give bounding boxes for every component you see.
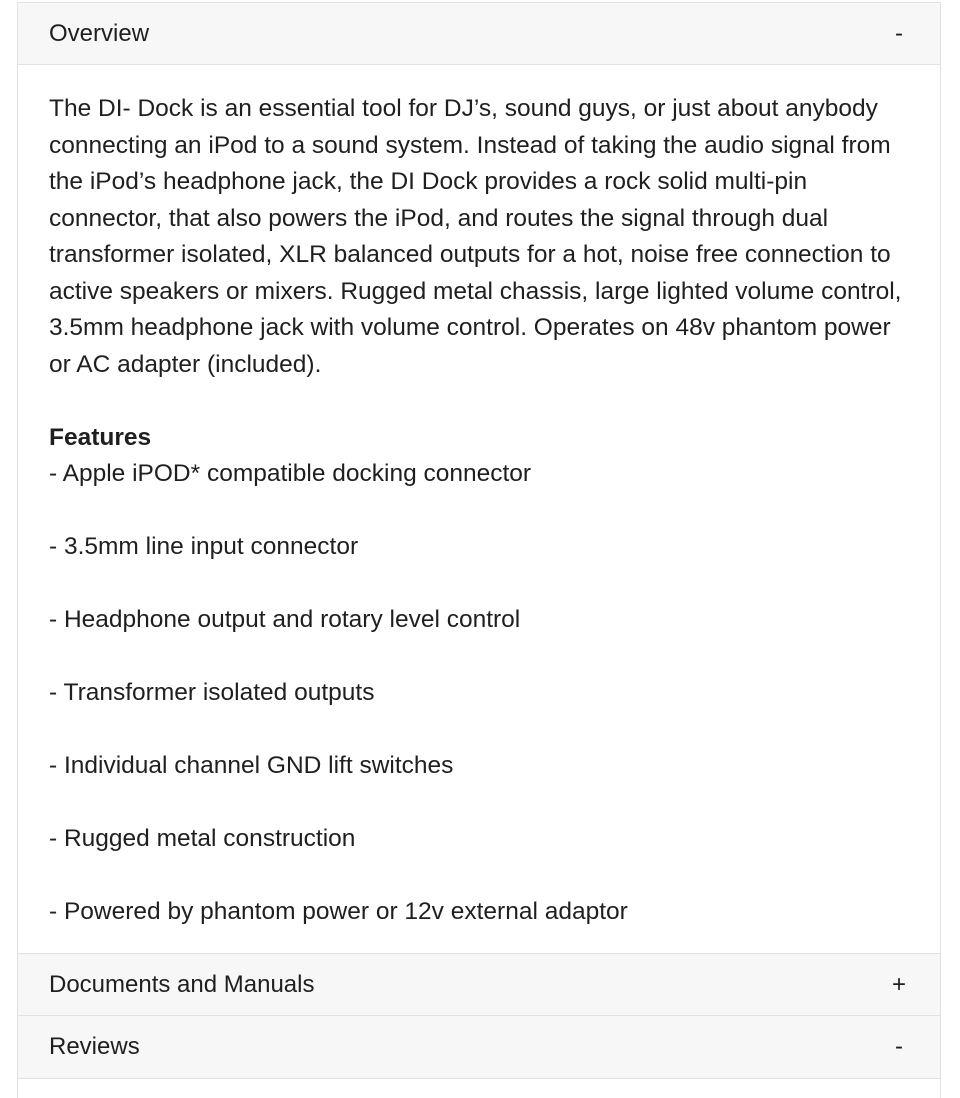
feature-item: - 3.5mm line input connector [49,533,359,560]
feature-list [49,456,909,931]
product-accordion [17,2,941,1098]
overview-section-title: Overview [49,19,150,47]
feature-item: - Headphone output and rotary level control [49,606,521,633]
documents-section-title: Documents and Manuals [49,970,315,998]
feature-item: - Rugged metal construction [49,825,356,852]
documents-section-header[interactable] [18,953,940,1016]
collapse-icon[interactable]: - [895,1033,903,1060]
overview-section-body [18,65,940,953]
reviews-section-header[interactable] [18,1016,940,1079]
overview-section-header[interactable] [18,2,940,65]
expand-icon[interactable]: + [891,970,906,998]
collapse-icon[interactable]: - [895,19,903,47]
feature-item: - Transformer isolated outputs [49,679,375,706]
feature-item: - Individual channel GND lift switches [49,752,454,779]
features-heading: Features [49,423,152,451]
reviews-section-title: Reviews [49,1033,140,1060]
feature-item: - Powered by phantom power or 12v external adaptor [49,898,628,925]
product-description: The DI- Dock is an essential tool for DJ’s, sound guys, or just about anybody connecting an iPod to a sound system. Instead of taking the audio signal from the iPod’s headphone jack, the DI Dock provides a rock solid multi-pin connector, that also powers the iPod, and routes the signal through dual transformer isolated, XLR balanced outputs for a hot, noise free connection to active speakers or mixers. Rugged metal chassis, large lighted volume control, 3.5mm headphone jack with volume control. Operates on 48v phantom power or AC adapter (included). [49,95,902,378]
feature-item: - Apple iPOD* compatible docking connector [49,460,532,487]
